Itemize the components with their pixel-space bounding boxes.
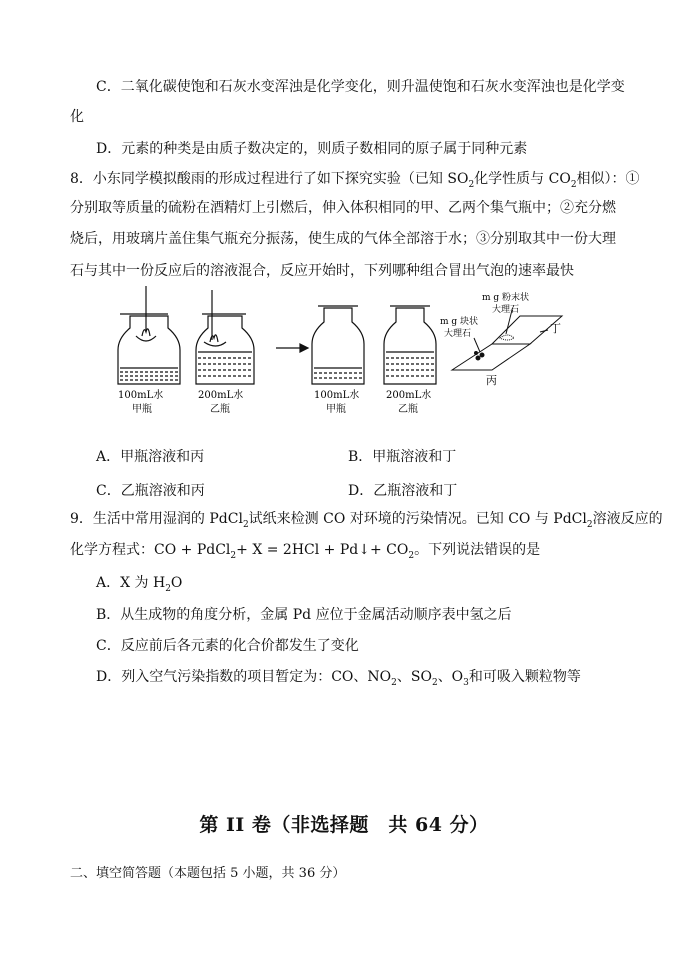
- marble-block-1: [476, 356, 480, 360]
- bottle-4-outline: [384, 308, 436, 384]
- q8-experiment-figure: [100, 286, 580, 416]
- q9-stem-text-c: 溶液反应的: [592, 511, 663, 527]
- q9-option-d-text-d: 和可吸入颗粒物等: [468, 669, 581, 685]
- bottle2-name-label: 乙瓶: [210, 404, 230, 415]
- q8-stem-line3: 烧后，用玻璃片盖住集气瓶充分振荡，使生成的气体全部溶于水；③分别取其中一份大理: [70, 231, 616, 247]
- q9-option-a: [96, 574, 182, 598]
- q8-stem-sub: 2: [468, 179, 475, 190]
- marble-block-2: [480, 353, 484, 357]
- bottle-jia-covered: [312, 306, 364, 384]
- powder-marble-label2: 大理石: [492, 305, 520, 315]
- q7-option-c-line1: C．二氧化碳使饱和石灰水变浑浊是化学变化，则升温使饱和石灰水变浑浊也是化学变: [96, 79, 625, 95]
- q8-stem-line2: 分别取等质量的硫粉在酒精灯上引燃后，伸入体积相同的甲、乙两个集气瓶中；②充分燃: [70, 200, 616, 216]
- plate-bing-label: 丙: [486, 374, 497, 387]
- q9-option-b: B．从生成物的角度分析，金属 Pd 应位于金属活动顺序表中氢之后: [96, 607, 512, 623]
- bottle1-volume-label: 100mL水: [118, 390, 164, 401]
- flame-2: [210, 335, 218, 342]
- q9-equation-c: 。下列说法错误的是: [414, 542, 541, 558]
- bottle1-name-label: 甲瓶: [132, 404, 152, 415]
- block-label-leader: [474, 338, 480, 352]
- plate-ding-label: 丁: [550, 322, 561, 335]
- bottle3-name-label: 甲瓶: [326, 404, 346, 415]
- q8-stem-text-c: 相似）：①: [576, 171, 640, 187]
- q8-option-a: A．甲瓶溶液和丙: [96, 449, 205, 465]
- bottle-1-outline: [118, 316, 180, 384]
- bottle-yi-burning: [196, 290, 254, 384]
- block-marble-label1: m g 块状: [440, 317, 479, 327]
- q9-stem-line1: [70, 510, 663, 534]
- q9-option-d-text-a: D．列入空气污染指数的项目暂定为：CO、NO: [96, 669, 392, 685]
- q9-option-c: C．反应前后各元素的化合价都发生了变化: [96, 638, 359, 654]
- marble-block-3: [475, 352, 478, 355]
- q8-stem-text-b: 化学性质与 CO: [474, 171, 571, 187]
- q9-equation-sub: 2: [230, 550, 237, 561]
- q8-stem-line4: 石与其中一份反应后的溶液混合，反应开始时，下列哪种组合冒出气泡的速率最快: [70, 263, 574, 279]
- q9-option-d-sub1: 2: [391, 677, 397, 688]
- q8-option-b: B．甲瓶溶液和丁: [348, 449, 457, 465]
- q9-equation-sub2: 2: [408, 550, 415, 561]
- q9-option-a-text-b: O: [170, 575, 183, 591]
- q9-option-a-text: A．X 为 H: [96, 575, 166, 591]
- bottle4-name-label: 乙瓶: [398, 404, 418, 415]
- block-marble-label2: 大理石: [444, 329, 472, 339]
- q8-stem-line1: [70, 170, 640, 194]
- q9-stem-line2: [70, 541, 540, 565]
- bottle3-volume-label: 100mL水: [314, 390, 360, 401]
- q8-stem-sub2: 2: [570, 179, 577, 190]
- bottle2-volume-label: 200mL水: [198, 390, 244, 401]
- bottle-jia-burning: [118, 286, 180, 384]
- q9-option-d-text-b: 、SO: [396, 669, 432, 685]
- arrow-head: [300, 344, 308, 352]
- q9-stem-sub: 2: [242, 519, 249, 530]
- q9-stem-text-b: 试纸来检测 CO 对环境的污染情况。已知 CO 与 PdCl: [248, 511, 587, 527]
- bottle-yi-covered: [384, 306, 436, 384]
- q8-option-c: C．乙瓶溶液和丙: [96, 483, 205, 499]
- q9-equation-a: 化学方程式：CO + PdCl: [70, 542, 231, 558]
- spoon-1: [136, 336, 156, 341]
- section-2-heading: 二、填空简答题（本题包括 5 小题，共 36 分）: [70, 866, 346, 881]
- q9-option-d-text-c: 、O: [437, 669, 464, 685]
- q9-equation-b: + X = 2HCl + Pd↓+ CO: [236, 542, 409, 558]
- q9-option-d-sub2: 2: [431, 677, 438, 688]
- q9-stem-text-a: 9．生活中常用湿润的 PdCl: [70, 511, 243, 527]
- q8-option-d: D．乙瓶溶液和丁: [348, 483, 458, 499]
- q9-option-a-sub: 2: [165, 583, 171, 594]
- q9-option-d-sub3: 3: [463, 677, 469, 688]
- q9-option-d: [96, 668, 581, 692]
- q7-option-d: D．元素的种类是由质子数决定的，则质子数相同的原子属于同种元素: [96, 141, 528, 157]
- process-arrow: [276, 344, 308, 352]
- plate-bing: [452, 344, 530, 370]
- bottle4-volume-label: 200mL水: [386, 390, 432, 401]
- section-2-title: 第 II 卷（非选择题 共 64 分）: [199, 814, 489, 836]
- q9-stem-sub2: 2: [586, 519, 593, 530]
- powder-marble-label1: m g 粉末状: [482, 293, 530, 303]
- marble-powder: [500, 335, 514, 340]
- bottle-2-outline: [196, 316, 254, 384]
- q7-option-c-line2: 化: [70, 109, 84, 125]
- q8-stem-text-a: 8．小东同学模拟酸雨的形成过程进行了如下探究实验（已知 SO: [70, 171, 469, 187]
- spoon-2: [204, 342, 226, 346]
